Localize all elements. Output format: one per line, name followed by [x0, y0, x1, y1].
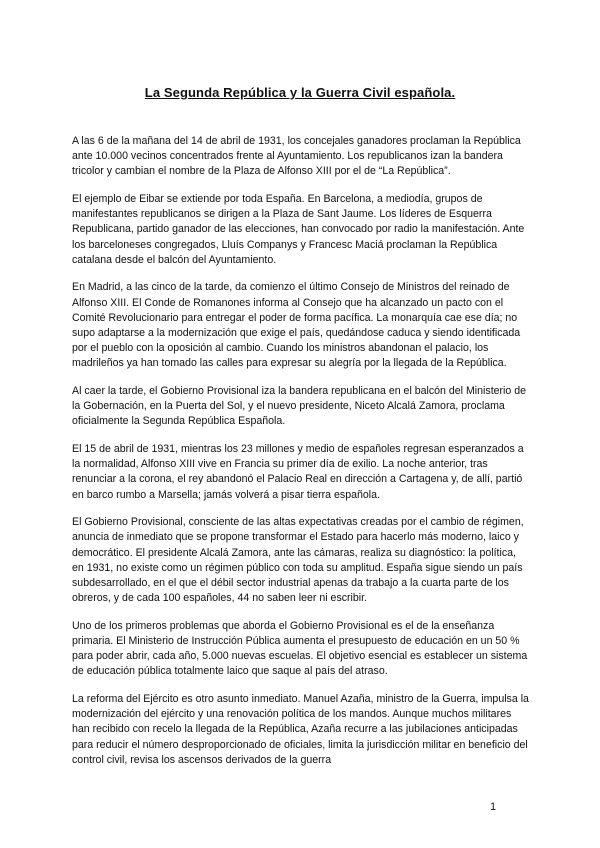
paragraph-3: En Madrid, a las cinco de la tarde, da comienzo el último Consejo de Ministros del reinado de Alfonso XIII. El Conde de Romanones informa al Consejo que ha alcanzado un pacto con el Comité Revolucionario para entregar el poder de forma pacífica. La monarquía cae ese día; no supo adaptarse a la modernización que exige el país, quedándose caduca y siendo identificada por el pueblo con la oposición al cambio. Cuando los ministros abandonan el palacio, los madrileños ya han tomado las calles para expresar su alegría por la llegada de la República.	[72, 281, 521, 370]
document-body	[72, 134, 530, 780]
page-number: 1	[490, 801, 496, 813]
paragraph-5: El 15 de abril de 1931, mientras los 23 millones y medio de españoles regresan esperanzados a la normalidad, Alfonso XIII vive en Francia su primer día de exilio. La noche anterior, tras renunciar a la corona, el rey abandonó el Palacio Real en dirección a Cartagena y, de allí, partió en barco rumbo a Marsella; jamás volverá a pisar tierra española.	[72, 443, 524, 501]
paragraph-8: La reforma del Ejército es otro asunto inmediato. Manuel Azaña, ministro de la Guerra, impulsa la modernización del ejército y una renovación política de los mandos. Aunque muchos militares han recibido con recelo la llegada de la República, Azaña recurre a las jubilaciones anticipadas para reducir el número desproporcionado de oficiales, limita la jurisdicción militar en beneficio del control civil, revisa los ascensos derivados de la guerra	[72, 693, 529, 766]
paragraph-4: Al caer la tarde, el Gobierno Provisional iza la bandera republicana en el balcón del Ministerio de la Gobernación, en la Puerta del Sol, y el nuevo presidente, Niceto Alcalá Zamora, proclama oficialmente la Segunda República Española.	[72, 385, 527, 428]
document-title: La Segunda República y la Guerra Civil española.	[144, 85, 456, 100]
paragraph-2: El ejemplo de Eibar se extiende por toda España. En Barcelona, a mediodía, grupos de manifestantes republicanos se dirigen a la Plaza de Sant Jaume. Los líderes de Esquerra Republicana, partido ganador de las elecciones, han convocado por radio la manifestación. Ante los barceloneses congregados, Lluís Companys y Francesc Maciá proclaman la República catalana desde el balcón del Ayuntamiento.	[72, 193, 525, 266]
paragraph-7: Uno de los primeros problemas que aborda el Gobierno Provisional es el de la enseñanza primaria. El Ministerio de Instrucción Pública aumenta el presupuesto de educación en un 50 % para poder abrir, cada año, 5.000 nuevas escuelas. El objetivo esencial es establecer un sistema de educación pública totalmente laico que saque al país del atraso.	[72, 619, 528, 678]
paragraph-1: A las 6 de la mañana del 14 de abril de 1931, los concejales ganadores proclaman la República ante 10.000 vecinos concentrados frente al Ayuntamiento. Los republicanos izan la bandera tricolor y cambian el nombre de la Plaza de Alfonso XIII por el de “La República”.	[72, 135, 521, 178]
paragraph-6: El Gobierno Provisional, consciente de las altas expectativas creadas por el cambio de régimen, anuncia de inmediato que se propone transformar el Estado para hacerlo más moderno, laico y democrático. El presidente Alcalá Zamora, ante las cámaras, realiza su diagnóstico: la política, en 1931, no existe como un régimen público con toda su amplitud. España sigue siendo un país subdesarrollado, en el que el débil sector industrial apenas da trabajo a la cuarta parte de los obreros, y de cada 100 españoles, 44 no saben leer ni escribir.	[72, 516, 524, 605]
